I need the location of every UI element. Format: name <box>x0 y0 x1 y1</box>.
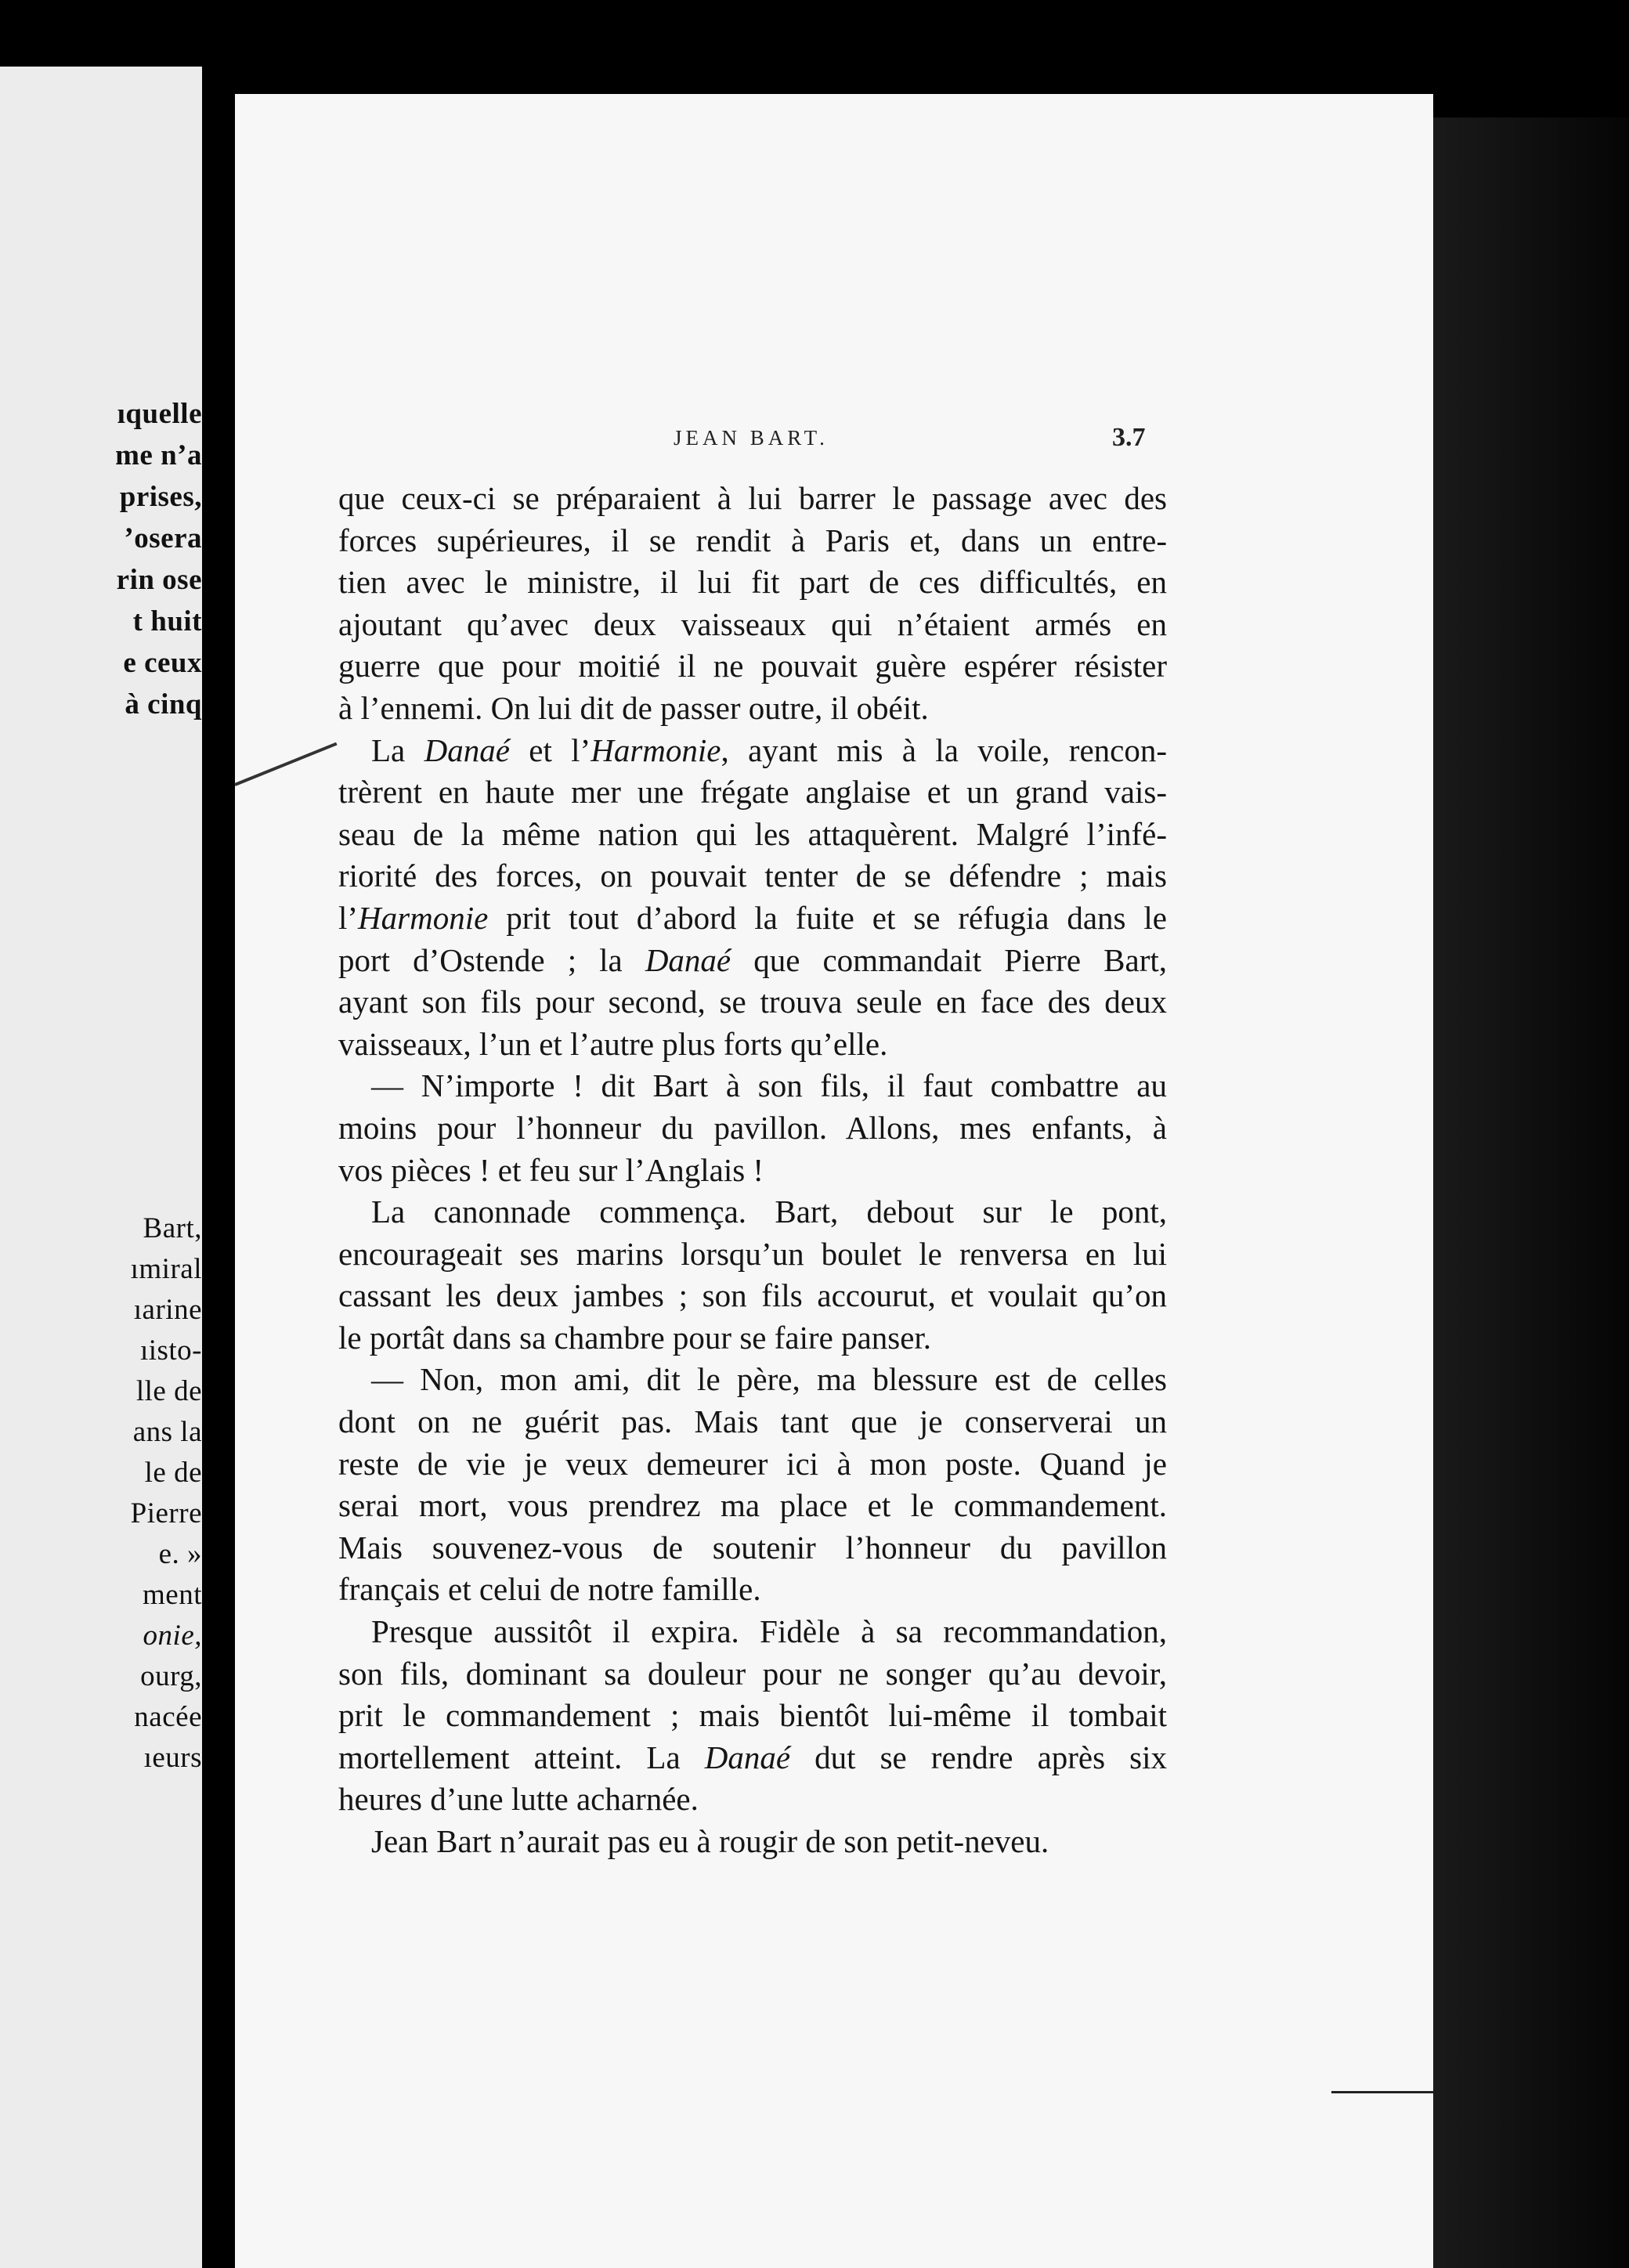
left-page-line: prises, <box>119 481 202 513</box>
left-page-line: nacée <box>134 1701 202 1733</box>
text-line: Mais souvenez-vous de soutenir l’honneur du pavillon <box>338 1529 1167 1566</box>
book-gutter <box>202 0 235 2268</box>
text-line: vos pièces ! et feu sur l’Anglais ! <box>338 1151 764 1188</box>
text-line: trèrent en haute mer une frégate anglaise et un grand vais- <box>338 774 1167 811</box>
text-line: encourageait ses marins lorsqu’un boulet le renversa en lui <box>338 1235 1167 1272</box>
text-line: guerre que pour moitié il ne pouvait guère espérer résister <box>338 648 1167 684</box>
text-line: l’Harmonie prit tout d’abord la fuite et se réfugia dans le <box>338 899 1167 936</box>
left-page-line: le de <box>144 1457 202 1489</box>
left-page-line: ourg, <box>140 1660 202 1692</box>
text-line: tien avec le ministre, il lui fit part de ces difficultés, en <box>338 564 1167 601</box>
left-page-line: onie, <box>143 1620 202 1652</box>
text-line: La canonnade commença. Bart, debout sur le pont, <box>371 1194 1167 1230</box>
text-line: à l’ennemi. On lui dit de passer outre, il obéit. <box>338 689 929 726</box>
left-page-line: ımiral <box>130 1253 202 1285</box>
left-page-fragment <box>0 67 202 2268</box>
text-line: heures d’une lutte acharnée. <box>338 1781 699 1818</box>
text-line: moins pour l’honneur du pavillon. Allons, mes enfants, à <box>338 1109 1167 1146</box>
text-line: serai mort, vous prendrez ma place et le commandement. <box>338 1487 1167 1524</box>
left-page-line: Bart, <box>143 1212 202 1244</box>
left-page-line: ment <box>143 1579 202 1611</box>
text-line: port d’Ostende ; la Danaé que commandait Pierre Bart, <box>338 941 1167 978</box>
text-line: le portât dans sa chambre pour se faire panser. <box>338 1319 932 1356</box>
running-head: JEAN BART. <box>674 426 829 450</box>
left-page-line: ıquelle <box>117 398 202 430</box>
left-page-line: me n’a <box>115 439 202 471</box>
left-page-line: Pierre <box>130 1497 202 1529</box>
text-line: Presque aussitôt il expira. Fidèle à sa recommandation, <box>371 1613 1167 1650</box>
text-line: forces supérieures, il se rendit à Paris et, dans un entre- <box>338 522 1167 558</box>
text-line: La Danaé et l’Harmonie, ayant mis à la voile, rencon- <box>371 731 1167 768</box>
body-text <box>338 478 1167 1863</box>
text-line: ajoutant qu’avec deux vaisseaux qui n’étaient armés en <box>338 605 1167 642</box>
text-line: Jean Bart n’aurait pas eu à rougir de son petit-neveu. <box>371 1823 1049 1859</box>
left-page-line: ıeurs <box>143 1742 202 1774</box>
text-line: son fils, dominant sa douleur pour ne songer qu’au devoir, <box>338 1655 1167 1692</box>
text-line: — Non, mon ami, dit le père, ma blessure est de celles <box>371 1361 1167 1398</box>
page-number: 3.7 <box>1112 423 1146 452</box>
text-line: reste de vie je veux demeurer ici à mon poste. Quand je <box>338 1445 1167 1482</box>
text-line: vaisseaux, l’un et l’autre plus forts qu’elle. <box>338 1025 888 1062</box>
text-line: cassant les deux jambes ; son fils accourut, et voulait qu’on <box>338 1277 1167 1314</box>
text-line: dont on ne guérit pas. Mais tant que je conserverai un <box>338 1403 1167 1440</box>
left-page-line: à cinq <box>125 688 202 720</box>
text-line: français et celui de notre famille. <box>338 1571 761 1608</box>
left-page-line: ıisto- <box>139 1334 202 1367</box>
left-page-line: rin ose <box>116 564 202 596</box>
text-line: que ceux-ci se préparaient à lui barrer le passage avec des <box>338 480 1167 516</box>
left-page-line: t huit <box>132 605 202 637</box>
text-line: ayant son fils pour second, se trouva seule en face des deux <box>338 984 1167 1020</box>
text-line: seau de la même nation qui les attaquèrent. Malgré l’infé- <box>338 815 1167 852</box>
text-line: prit le commandement ; mais bientôt lui-même il tombait <box>338 1697 1167 1734</box>
text-line: — N’importe ! dit Bart à son fils, il faut combattre au <box>371 1067 1167 1104</box>
text-line: riorité des forces, on pouvait tenter de se défendre ; mais <box>338 858 1167 894</box>
scan-artifact-line <box>1331 2091 1433 2093</box>
left-page-line: ’osera <box>124 522 202 554</box>
left-page-line: ans la <box>132 1416 202 1448</box>
text-line: mortellement atteint. La Danaé dut se rendre après six <box>338 1739 1167 1775</box>
left-page-line: e. » <box>158 1538 202 1570</box>
left-page-line: e ceux <box>123 647 202 679</box>
page-edge <box>1433 117 1629 2268</box>
left-page-line: lle de <box>135 1375 202 1407</box>
left-page-line: ıarine <box>133 1294 202 1326</box>
